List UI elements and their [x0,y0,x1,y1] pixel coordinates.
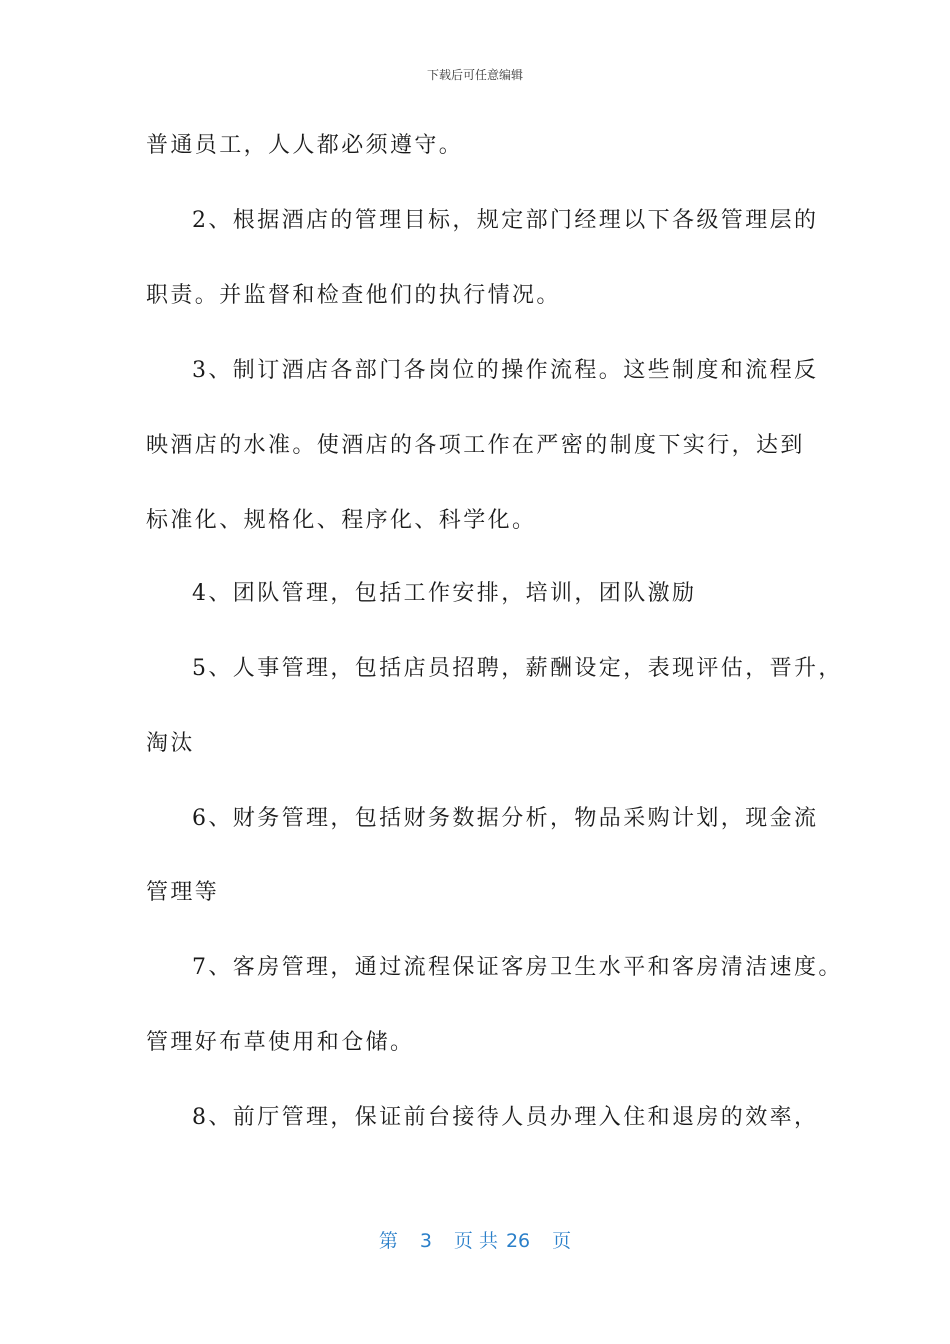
paragraph-line: 淘汰 [146,731,195,756]
paragraph-line: 职责。并监督和检查他们的执行情况。 [146,283,561,308]
current-page-number: 3 [419,1230,432,1252]
paragraph-line: 标准化、规格化、程序化、科学化。 [146,508,537,533]
paragraph-line: 4、团队管理，包括工作安排，培训，团队激励 [192,581,697,606]
paragraph-line: 普通员工，人人都必须遵守。 [146,133,464,158]
total-page-count: 26 [505,1230,531,1252]
paragraph-line: 映酒店的水准。使酒店的各项工作在严密的制度下实行，达到 [146,433,805,458]
page-number-footer [0,1226,950,1253]
footer-suffix: 页 [552,1230,572,1252]
paragraph-line: 管理好布草使用和仓储。 [146,1030,415,1055]
footer-prefix: 第 [378,1230,398,1252]
paragraph-line: 2、根据酒店的管理目标，规定部门经理以下各级管理层的 [192,208,819,233]
paragraph-line: 7、客房管理，通过流程保证客房卫生水平和客房清洁速度。 [192,955,843,980]
paragraph-line: 5、人事管理，包括店员招聘，薪酬设定，表现评估，晋升， [192,656,843,681]
footer-middle: 页 共 [453,1230,498,1252]
paragraph-line: 6、财务管理，包括财务数据分析，物品采购计划，现金流 [192,806,819,831]
paragraph-line: 8、前厅管理，保证前台接待人员办理入住和退房的效率， [192,1105,819,1130]
paragraph-line: 管理等 [146,880,220,905]
paragraph-line: 3、制订酒店各部门各岗位的操作流程。这些制度和流程反 [192,358,819,383]
page-header: 下载后可任意编辑 [426,68,523,82]
